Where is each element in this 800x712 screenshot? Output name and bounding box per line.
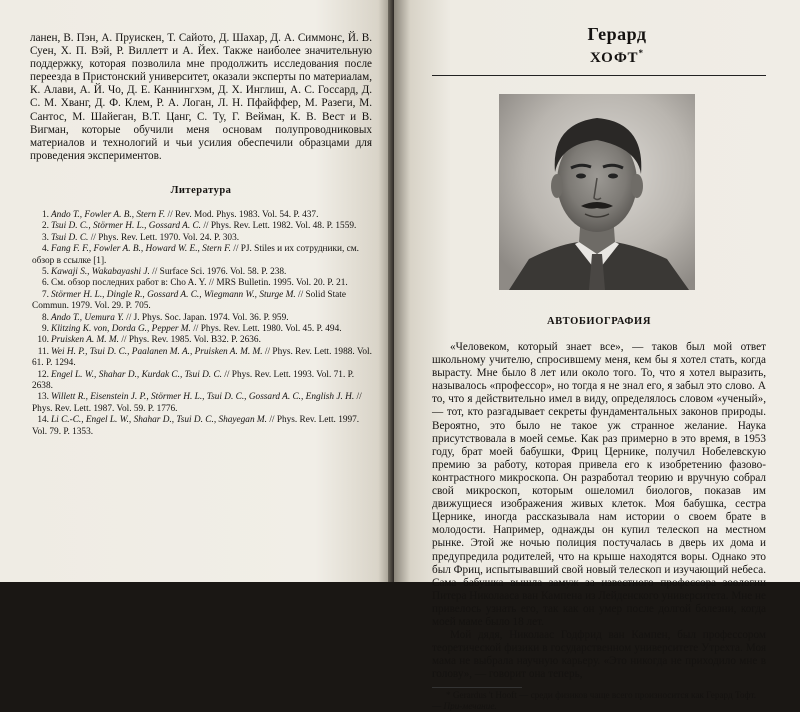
reference-number: 11. [37, 346, 49, 357]
reference-authors: Wei H. P., Tsui D. C., Paalanen M. A., Pruisken A. M. M. [51, 346, 263, 357]
reference-number: 14. [37, 415, 49, 426]
reference-item [30, 324, 372, 335]
title-rule [432, 75, 766, 76]
reference-item [30, 313, 372, 324]
reference-source: // Phys. Rev. 1985. Vol. B32. P. 2636. [119, 335, 261, 346]
reference-authors: Kawaji S., Wakabayashi J. [51, 266, 150, 277]
left-page [0, 0, 394, 582]
reference-authors: Ando T., Fowler A. B., Stern F. [51, 209, 166, 220]
reference-source: // Phys. Rev. Lett. 1987. Vol. 59. P. 1776. [32, 392, 362, 414]
literature-heading: Литература [170, 184, 232, 196]
reference-item [30, 347, 372, 370]
reference-authors: Tsui D. C., Störmer H. L., Gossard A. C. [51, 221, 201, 232]
reference-source: // Rev. Mod. Phys. 1983. Vol. 54. P. 437. [165, 209, 319, 220]
reference-item [30, 370, 372, 393]
reference-number: 6. [42, 278, 49, 289]
footnote: * Gerardus 't Hooft — среди физиков чаще всего произносится как Герард Тофт. — При-мечание. [432, 690, 757, 712]
right-page [394, 0, 800, 712]
reference-item [30, 233, 372, 244]
reference-number: 9. [42, 324, 49, 334]
reference-item [30, 415, 372, 438]
reference-number: 5. [42, 266, 49, 277]
autobiography-heading: АВТОБИОГРАФИЯ [547, 316, 651, 327]
reference-source: // Phys. Rev. Lett. 1988. Vol. 61. P. 1294. [32, 346, 372, 369]
reference-source: // Surface Sci. 1976. Vol. 58. P. 238. [149, 266, 287, 277]
reference-item [30, 244, 372, 267]
reference-source: // Solid State Commun. 1979. Vol. 29. P. 705. [32, 289, 347, 312]
autobiography-paragraph-1: «Человеком, который знает все», — таков был мой ответ школьному учителю, спросившему меня, кем бы я хотел стать, когда вырасту. Мне было 8 лет или около того. То, что я хотел выразить, называлось «профессор», но тогда я не знал его, я забыл это слово. А то, что я действительно имел в виду, определялось словом «ученый», — тот, кто разгадывает секреты фундаментальных законов природы. Вероятно, это было не такое уж странное желание. Наука присутствовала в моей семье. Как раз примерно в это время, в 1953 году, брат моей бабушки, Фриц Цернике, получил Нобелевскую премию за работу, которая привела его к изобретению фазово-контрастного микроскопа. Он разработал теорию и вручную собрал свой микроскоп, которым ошеломил биологов, показав им движущиеся изображения живых клеток. Моя бабушка, сестра Цернике, иногда рассказывала нам истории о своем брате в молодости. Например, однажды он купил телескоп на местном рынке. Этой же ночью полиция постучалась в дверь их дома и предупредила родителей, что на крыше находятся воры. Однако это был Фриц, испытывавший свой новый телескоп и изучающий небеса. Сама бабушка вышла замуж за известного профессора зоологии Питера Николааса ван Кампена из Лейденского университета. Мне не привелось узнать его, так как он умер после долгой болезни, когда моей маме было 18 лет. [432, 341, 766, 628]
author-portrait [499, 94, 695, 290]
reference-item [30, 210, 372, 221]
reference-source: // PJ. Stiles и их сотрудники, см. обзор в ссылке [1]. [32, 244, 359, 266]
reference-source: // Phys. Rev. Lett. 1970. Vol. 24. P. 303. [88, 232, 240, 243]
reference-authors: Willett R., Eisenstein J. P., Störmer H. L., Tsui D. C., Gossard A. C., English J. H. [51, 392, 355, 403]
reference-number: 4. [42, 244, 49, 255]
reference-source: // Phys. Rev. Lett. 1982. Vol. 48. P. 1559. [201, 221, 357, 232]
reference-item [30, 290, 372, 313]
reference-item [30, 267, 372, 278]
portrait-photo [499, 94, 695, 290]
author-name [542, 24, 692, 67]
footnote-rule [432, 687, 522, 688]
reference-authors: Störmer H. L., Dingle R., Gossard A. C., Wiegmann W., Sturge M. [51, 289, 296, 300]
reference-source: // Phys. Rev. Lett. 1980. Vol. 45. P. 494. [190, 324, 342, 334]
reference-number: 10. [37, 335, 49, 346]
reference-source: // Phys. Rev. Lett. 1993. Vol. 71. P. 2638. [32, 369, 355, 392]
author-last-name: ХОФТ* [590, 48, 644, 66]
reference-authors: Ando T., Uemura Y. [51, 312, 124, 323]
acknowledgements-text: ланен, В. Пэн, А. Пруискен, Т. Сайото, Д. Шахар, Д. А. Симмонс, Й. В. Суен, Х. П. Вэй, Р. Виллетт и А. Йех. Также наиболее значительную поддержку, которая позволила мне продолжить исследования после переезда в Пристонский университет, оказали эксперты по материалам, К. Алави, А. Й. Чо, Д. Е. Каннингхэм, Д. Х. Инглиш, А. С. Госсард, Д. С. М. Хванг, Д. Ф. Клем, Р. А. Логан, Л. Н. Пфайффер, М. Разеги, М. Сантос, М. Шайеган, В.Т. Цанг, С. Ту, Г. Вейман, К. В. Вест и В. Вигман, которые обучили меня основам полупроводниковых материалов и технологий и чьи усилия обеспечили образцами для проведения экспериментов. [30, 32, 372, 162]
reference-number: 3. [42, 232, 49, 243]
reference-authors: Fang F. F., Fowler A. B., Howard W. E., Stern F. [51, 244, 231, 255]
reference-item [30, 221, 372, 232]
autobiography-paragraph-2: Мой дядя, Николаас Годфрид ван Кампен, был профессором теоретической физики в государственном университете Утрехта. Моя мама не выбрала научную карьеру. «Это никогда не приходило мне в голову», — говорит она теперь, [432, 629, 766, 681]
reference-item [30, 392, 372, 415]
reference-number: 1. [42, 209, 49, 220]
reference-number: 7. [42, 289, 49, 300]
reference-number: 12. [37, 369, 49, 380]
reference-authors: Engel L. W., Shahar D., Kurdak C., Tsui D. C. [51, 369, 222, 380]
reference-authors: Klitzing K. von, Dorda G., Pepper M. [51, 324, 191, 334]
reference-list [30, 210, 372, 438]
reference-item [30, 335, 372, 346]
reference-source: // J. Phys. Soc. Japan. 1974. Vol. 36. P. 959. [123, 312, 289, 323]
reference-item [30, 278, 372, 289]
reference-number: 2. [42, 221, 49, 232]
reference-number: 13. [37, 392, 49, 403]
reference-authors: Pruisken A. M. M. [51, 335, 119, 346]
reference-number: 8. [42, 312, 49, 323]
reference-source: См. обзор последних работ в: Cho A. Y. // MRS Bulletin. 1995. Vol. 20. P. 21. [51, 278, 348, 289]
author-first-name: Герард [587, 24, 647, 44]
reference-authors: Li C.-C., Engel L. W., Shahar D., Tsui D. C., Shayegan M. [51, 415, 267, 426]
reference-source: // Phys. Rev. Lett. 1997. Vol. 79. P. 1353. [32, 415, 360, 437]
reference-authors: Tsui D. C. [51, 232, 89, 243]
